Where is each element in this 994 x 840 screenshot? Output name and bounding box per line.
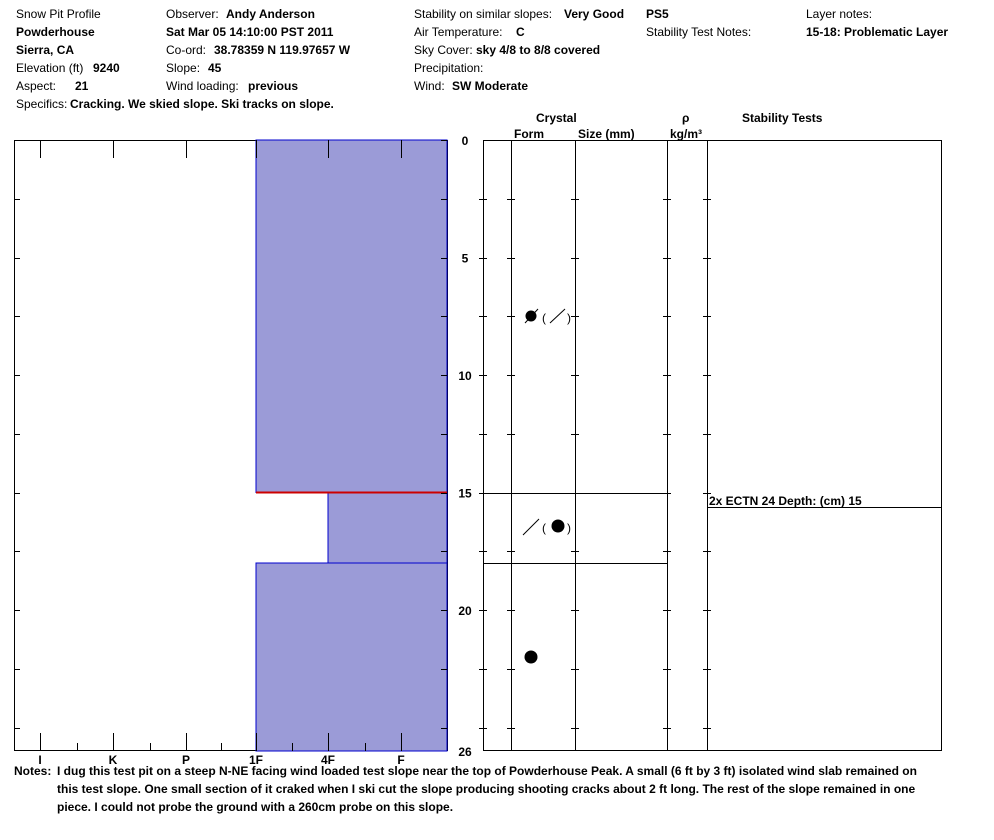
hardness-tick-label-K: K: [108, 753, 118, 767]
observer-value: Andy Anderson: [226, 7, 315, 21]
slope-value: 45: [208, 61, 222, 75]
coord-label: Co-ord:: [166, 43, 207, 57]
location-name: Powderhouse: [16, 25, 95, 39]
elevation-label: Elevation (ft): [16, 61, 84, 75]
crystal-header: Crystal: [536, 111, 577, 125]
stability-tests-header: Stability Tests: [742, 111, 823, 125]
depth-tick-label-10: 10: [458, 369, 472, 383]
svg-text:): ): [567, 521, 571, 535]
precipitation-label: Precipitation:: [414, 61, 484, 75]
wind-loading-label: Wind loading:: [166, 79, 239, 93]
depth-tick-label-26: 26: [458, 745, 472, 759]
elevation-value: 9240: [93, 61, 120, 75]
region-name: Sierra, CA: [16, 43, 75, 57]
svg-text:(: (: [542, 521, 546, 535]
specifics-label: Specifics:: [16, 97, 68, 111]
stability-value: Very Good: [564, 7, 625, 21]
pit-code: PS5: [646, 7, 669, 21]
hardness-tick-label-4F: 4F: [320, 753, 336, 767]
notes-line-2: this test slope. One small section of it craked when I ski cut the slope producing shooting cracks about 2 ft long. The rest of the slope remained in one: [57, 782, 916, 796]
aspect-label: Aspect:: [16, 79, 57, 93]
hardness-layer-3: [256, 563, 447, 751]
notes-line-1: I dug this test pit on a steep N-NE facing wind loaded test slope near the top of Powderhouse Peak. A small (6 ft by 3 ft) isolated wind slab remained on: [57, 764, 917, 778]
hardness-layer-1: [256, 140, 447, 493]
svg-text:): ): [567, 311, 571, 325]
air-temp-label: Air Temperature:: [414, 25, 503, 39]
stability-notes-label: Stability Test Notes:: [646, 25, 752, 39]
coord-value: 38.78359 N 119.97657 W: [214, 43, 351, 57]
hardness-tick-label-P: P: [181, 753, 191, 767]
depth-tick-label-0: 0: [461, 134, 469, 148]
hardness-tick-label-1F: 1F: [248, 753, 264, 767]
hardness-tick-label-F: F: [397, 753, 405, 767]
observer-label: Observer:: [166, 7, 219, 21]
density-unit-header: kg/m³: [670, 127, 703, 141]
depth-tick-label-5: 5: [461, 251, 469, 266]
stability-label: Stability on similar slopes:: [414, 7, 553, 21]
layer-notes-label: Layer notes:: [806, 7, 873, 21]
hardness-tick-label-I: I: [38, 753, 42, 767]
crystal-symbol-rounded-faceted: [523, 519, 571, 535]
wind-value: SW Moderate: [452, 79, 529, 93]
observation-datetime: Sat Mar 05 14:10:00 PST 2011: [166, 25, 334, 39]
crystal-symbol-decomposing: [525, 309, 571, 325]
sky-cover-label: Sky Cover:: [414, 43, 473, 57]
specifics-value: Cracking. We skied slope. Ski tracks on slope.: [70, 97, 334, 111]
svg-text:(: (: [542, 311, 546, 325]
size-header: Size (mm): [578, 127, 635, 141]
hardness-layers: [256, 140, 447, 751]
form-header: Form: [514, 127, 544, 141]
depth-tick-label-20: 20: [458, 604, 472, 618]
wind-label: Wind:: [414, 79, 445, 93]
density-header: ρ: [682, 111, 690, 125]
crystal-grid-frame: [484, 141, 942, 751]
aspect-value: 21: [75, 79, 89, 93]
notes-label: Notes:: [14, 764, 52, 778]
notes-line-3: piece. I could not probe the ground with a 260cm probe on this slope.: [57, 800, 454, 814]
sky-cover-value: sky 4/8 to 8/8 covered: [476, 43, 601, 57]
profile-title: Snow Pit Profile: [16, 7, 101, 21]
air-temp-value: C: [516, 25, 525, 39]
layer-notes-value: 15-18: Problematic Layer: [806, 25, 949, 39]
wind-loading-value: previous: [248, 79, 299, 93]
stability-test-result: 2x ECTN 24 Depth: (cm) 15: [709, 494, 862, 508]
slope-label: Slope:: [166, 61, 201, 75]
depth-tick-label-15: 15: [458, 486, 472, 501]
crystal-symbol-rounded: [525, 651, 538, 664]
crystal-grid-ticks: [479, 200, 711, 729]
hardness-layer-2: [328, 493, 447, 564]
